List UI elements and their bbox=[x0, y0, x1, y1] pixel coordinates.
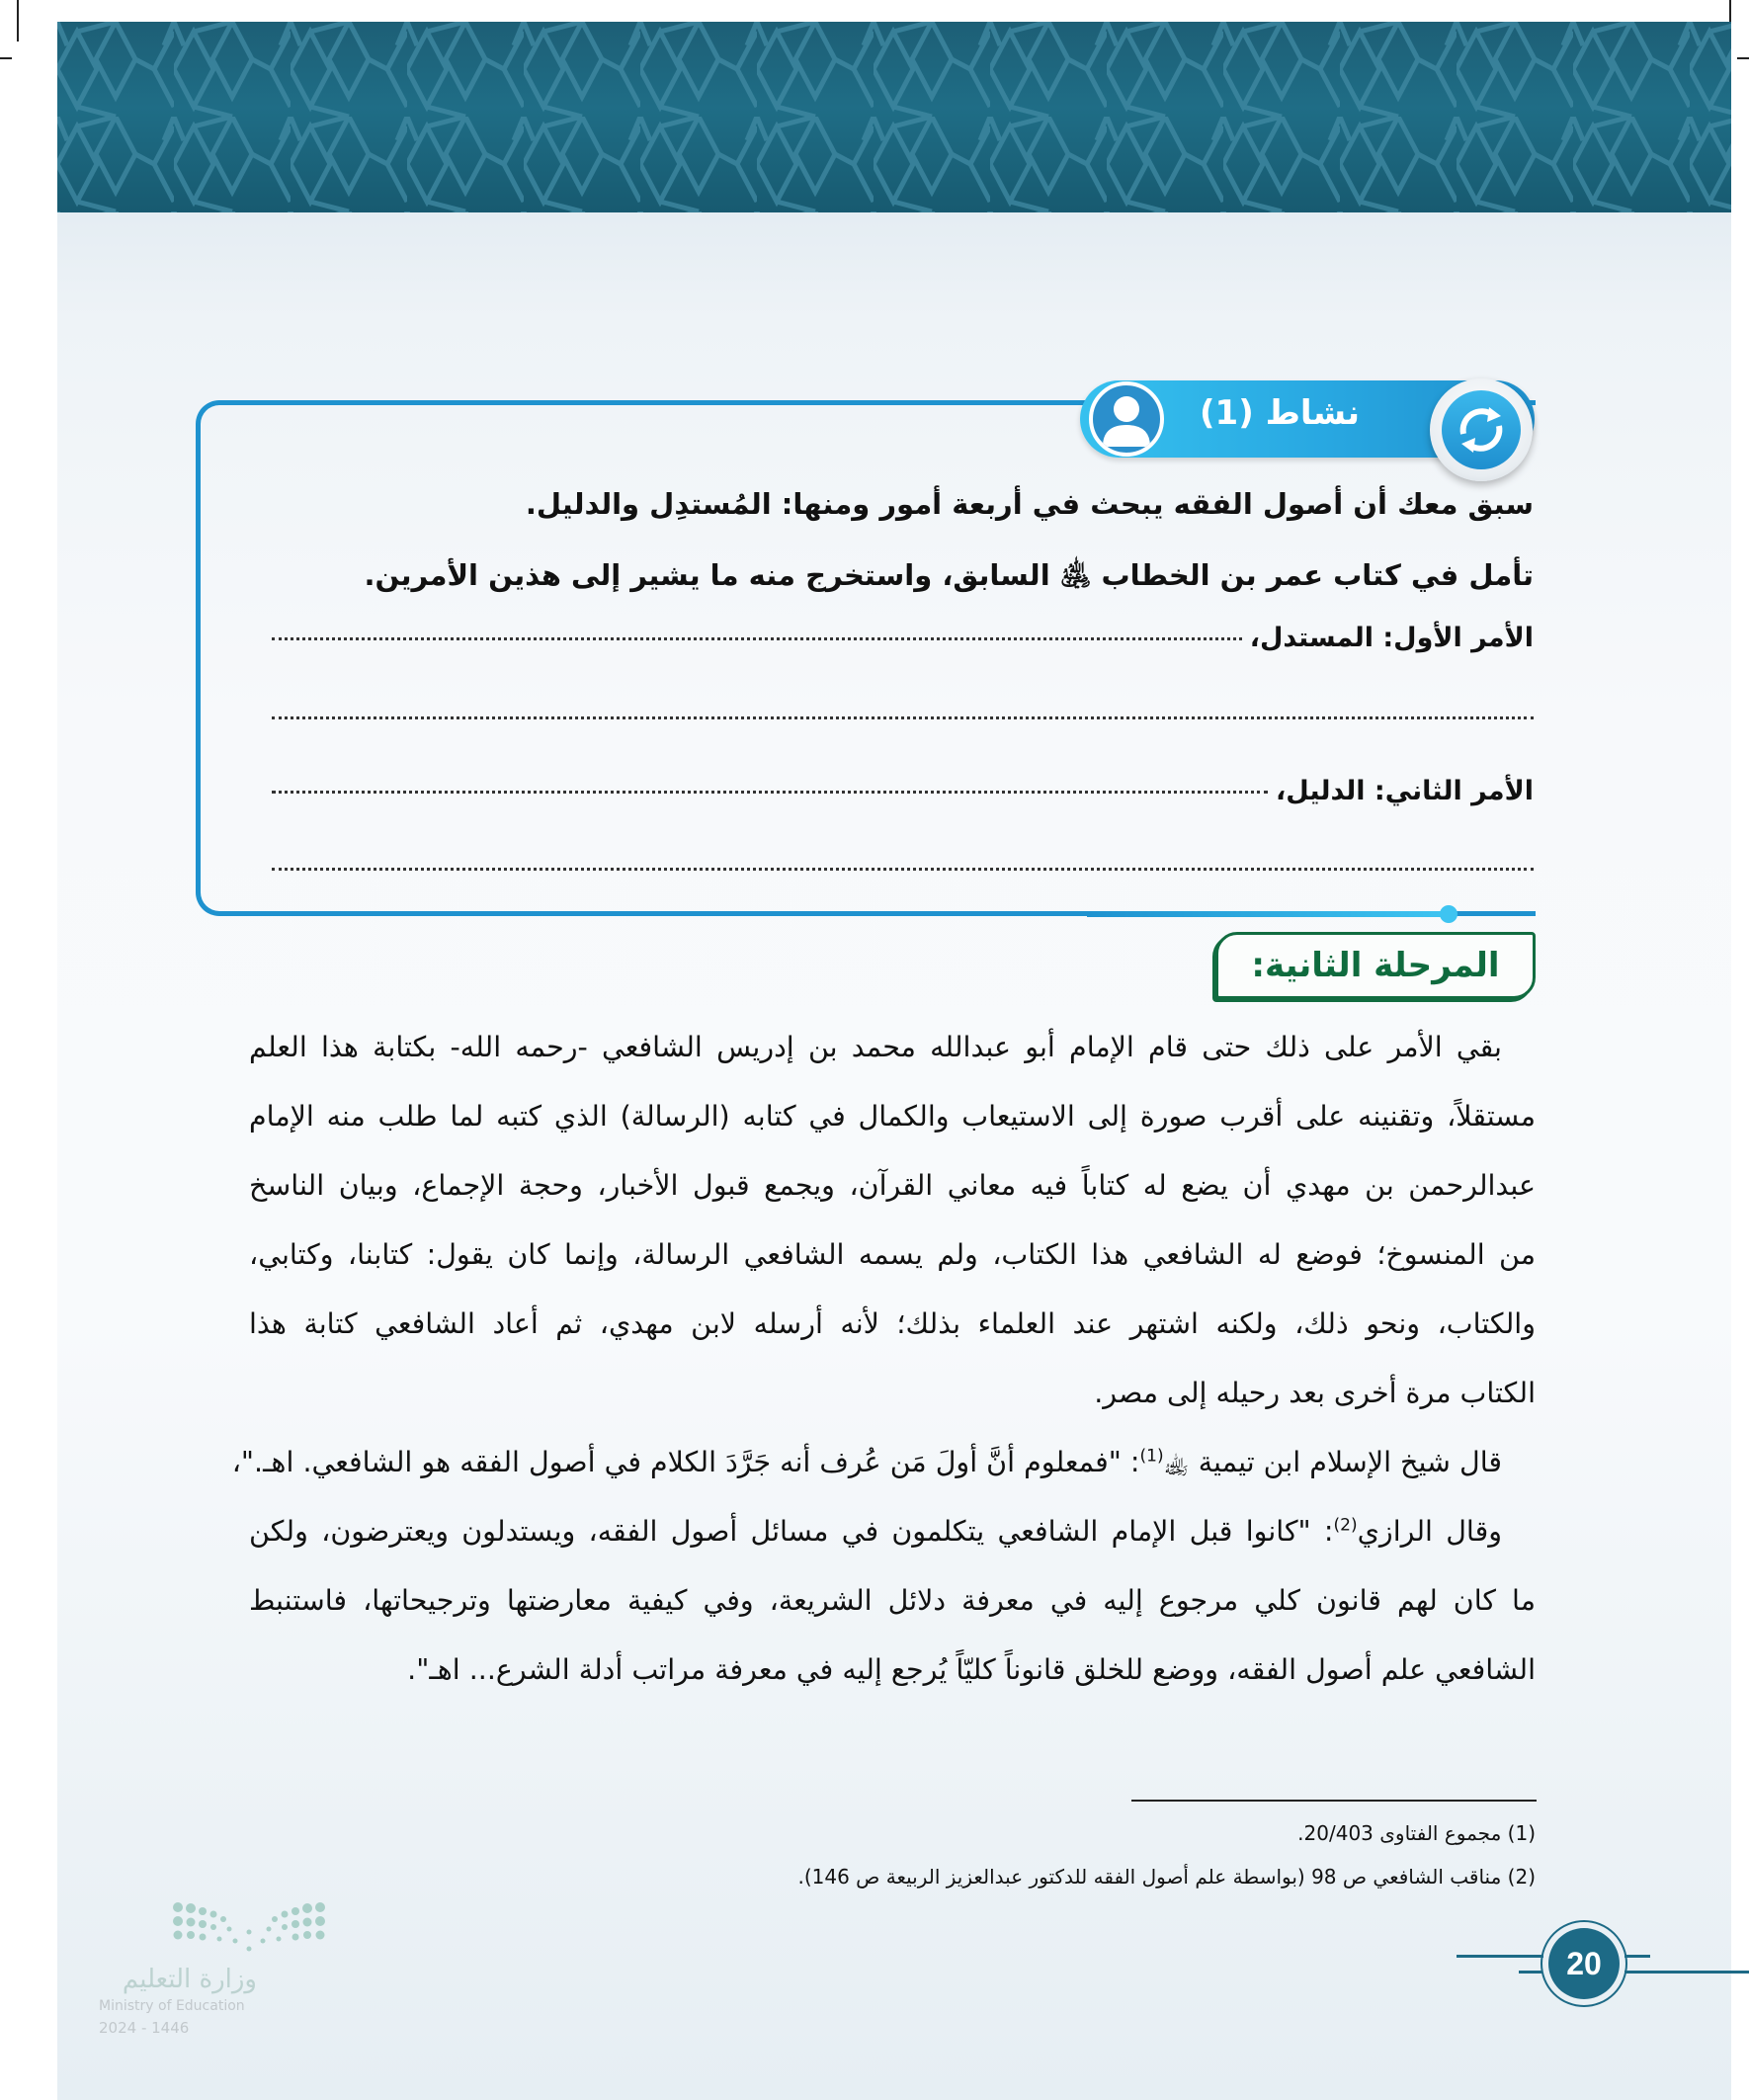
body-paragraph bbox=[231, 1013, 1536, 1705]
item-1-label: الأمر الأول: المستدل، bbox=[1249, 623, 1534, 653]
paragraph-line: بقي الأمر على ذلك حتى قام الإمام أبو عبدالله محمد بن إدريس الشافعي -رحمه الله- بكتابة هذا العلم bbox=[249, 1031, 1502, 1063]
page-number-rule bbox=[1457, 1955, 1543, 1958]
crop-mark bbox=[0, 57, 12, 59]
quote-intro: وقال الرازي bbox=[1357, 1515, 1502, 1548]
activity-prompt-1: سبق معك أن أصول الفقه يبحث في أربعة أمور ومنها: المُستدِل والدليل. bbox=[525, 487, 1534, 521]
section-heading: المرحلة الثانية: bbox=[1215, 932, 1536, 999]
box-border-end-dot bbox=[1440, 905, 1458, 923]
quote-ibn-taymiyyah bbox=[231, 1428, 1536, 1497]
refresh-icon bbox=[1430, 378, 1533, 481]
box-border-accent bbox=[1087, 911, 1448, 917]
ministry-name-english: Ministry of Education bbox=[99, 1998, 245, 2014]
activity-title: نشاط (1) bbox=[1199, 393, 1361, 433]
answer-line-1[interactable] bbox=[272, 623, 1534, 653]
paragraph-line: والكتاب، ونحو ذلك، ولكنه اشتهر عند العلماء بذلك؛ لأنه أرسله لابن مهدي، ثم أعاد الشافعي كتابة هذا bbox=[249, 1307, 1536, 1340]
paragraph-line: مستقلاً، وتقنينه على أقرب صورة إلى الاستيعاب والكمال في كتابه (الرسالة) الذي كتبه لما طلب منه الإمام bbox=[249, 1100, 1536, 1133]
answer-line-2[interactable] bbox=[272, 776, 1534, 806]
paragraph-line: ما كان لهم قانون كلي مرجوع إليه في معرفة دلائل الشريعة، وفي كيفية معارضتها وترجيحاتها، فاستنبط bbox=[249, 1584, 1536, 1617]
crop-mark bbox=[1737, 57, 1749, 59]
activity-prompt-2: تأمل في كتاب عمر بن الخطاب ﵁ السابق، واستخرج منه ما يشير إلى هذين الأمرين. bbox=[364, 558, 1534, 592]
answer-dots[interactable] bbox=[272, 791, 1268, 794]
footnote-divider bbox=[1131, 1800, 1537, 1802]
activity-box bbox=[196, 400, 1536, 916]
ministry-name-arabic: وزارة التعليم bbox=[122, 1965, 257, 1994]
decorative-header-band bbox=[57, 22, 1731, 212]
footnote-2: (2) مناقب الشافعي ص 98 (بواسطة علم أصول الفقه للدكتور عبدالعزيز الربيعة ص 146). bbox=[797, 1865, 1536, 1889]
academic-year: 2024 - 1446 bbox=[99, 2019, 190, 2037]
answer-line-2b[interactable] bbox=[272, 868, 1534, 871]
page-number-rule bbox=[1624, 1971, 1749, 1974]
user-icon bbox=[1089, 381, 1164, 457]
paragraph-line: عبدالرحمن بن مهدي أن يضع له كتاباً فيه معاني القرآن، ويجمع قبول الأخبار، وحجة الإجماع، وبيان الناسخ bbox=[249, 1169, 1536, 1202]
paragraph-line: من المنسوخ؛ فوضع له الشافعي هذا الكتاب، ولم يسمه الشافعي الرسالة، وإنما كان يقول: كتابنا، وكتابي، bbox=[249, 1238, 1536, 1271]
footnote-1: (1) مجموع الفتاوى 20/403. bbox=[1297, 1821, 1536, 1845]
quote-intro: قال شيخ الإسلام ابن تيمية ﵀ bbox=[1163, 1446, 1502, 1478]
page-number: 20 bbox=[1548, 1928, 1620, 1999]
paragraph-line: الكتاب مرة أخرى بعد رحيله إلى مصر. bbox=[1094, 1377, 1536, 1409]
geometric-pattern-icon bbox=[57, 22, 1731, 212]
quote-razi bbox=[249, 1497, 1536, 1566]
quote-text: : "فمعلوم أنَّ أولَ مَن عُرف أنه جَرَّدَ الكلام في أصول الفقه هو الشافعي. اهـ."، bbox=[231, 1446, 1140, 1478]
page-number-badge bbox=[1435, 1917, 1749, 2006]
page-number-rule bbox=[1519, 1971, 1542, 1974]
crop-mark bbox=[17, 0, 19, 42]
answer-line-1b[interactable] bbox=[272, 716, 1534, 719]
footnote-ref-2[interactable]: (2) bbox=[1333, 1515, 1358, 1536]
quote-text: : "كانوا قبل الإمام الشافعي يتكلمون في مسائل أصول الفقه، ويستدلون ويعترضون، ولكن bbox=[249, 1515, 1334, 1548]
ministry-logo-icon bbox=[170, 1899, 328, 1959]
page-number-rule bbox=[1624, 1955, 1650, 1958]
paragraph-line: الشافعي علم أصول الفقه، ووضع للخلق قانوناً كليّاً يُرجع إليه في معرفة مراتب أدلة الشرع... اهـ". bbox=[407, 1653, 1536, 1686]
answer-dots[interactable] bbox=[272, 637, 1242, 640]
footnote-ref-1[interactable]: (1) bbox=[1139, 1446, 1164, 1467]
item-2-label: الأمر الثاني: الدليل، bbox=[1276, 776, 1534, 806]
